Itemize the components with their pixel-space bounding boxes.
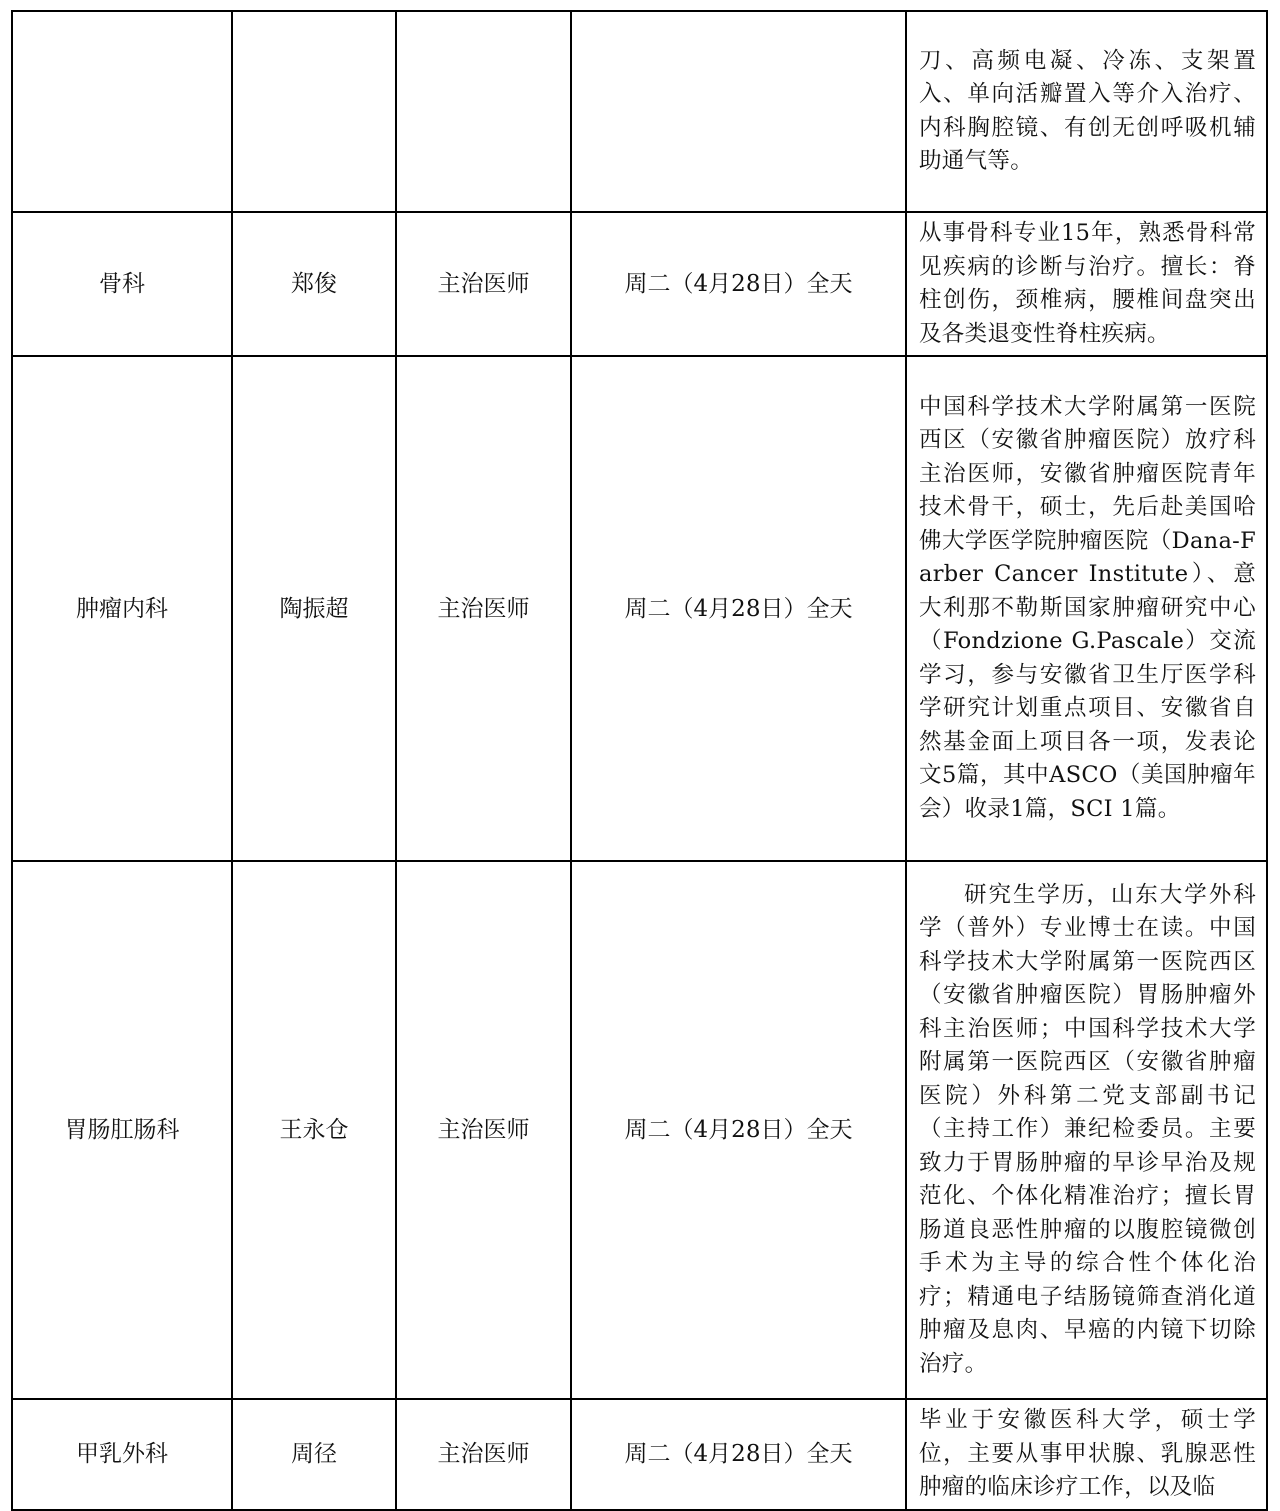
- schedule-sheet: [11, 10, 1268, 1511]
- clinic-time-cell: 周二（4月28日）全天: [571, 1399, 906, 1510]
- table-row: [12, 861, 1267, 1399]
- clinic-time-cell: 周二（4月28日）全天: [571, 861, 906, 1399]
- department-cell: 甲乳外科: [12, 1399, 232, 1510]
- doctor-title-cell: 主治医师: [396, 212, 571, 356]
- table-row: [12, 1399, 1267, 1510]
- doctor-name-cell: 王永仓: [232, 861, 396, 1399]
- table-row: [12, 11, 1267, 212]
- doctor-intro-cell: 刀、高频电凝、冷冻、支架置入、单向活瓣置入等介入治疗、内科胸腔镜、有创无创呼吸机辅助通气等。: [906, 11, 1267, 212]
- department-cell: 骨科: [12, 212, 232, 356]
- doctor-intro-cell: 毕业于安徽医科大学，硕士学位，主要从事甲状腺、乳腺恶性肿瘤的临床诊疗工作，以及临: [906, 1399, 1267, 1510]
- department-cell: 肿瘤内科: [12, 356, 232, 861]
- doctor-name-cell: 周径: [232, 1399, 396, 1510]
- doctor-title-cell: [396, 11, 571, 212]
- table-row: [12, 356, 1267, 861]
- clinic-time-cell: [571, 11, 906, 212]
- doctor-title-cell: 主治医师: [396, 356, 571, 861]
- doctor-name-cell: 陶振超: [232, 356, 396, 861]
- doctor-intro-text: 研究生学历，山东大学外科学（普外）专业博士在读。中国科学技术大学附属第一医院西区（安徽省肿瘤医院）胃肠肿瘤外科主治医师；中国科学技术大学附属第一医院西区（安徽省肿瘤医院）外科第二党支部副书记（主持工作）兼纪检委员。主要致力于胃肠肿瘤的早诊早治及规范化、个体化精准治疗；擅长胃肠道良恶性肿瘤的以腹腔镜微创手术为主导的综合性个体化治疗；精通电子结肠镜筛查消化道肿瘤及息肉、早癌的内镜下切除治疗。: [919, 881, 1256, 1377]
- department-cell: [12, 11, 232, 212]
- doctor-intro-cell: [906, 861, 1267, 1399]
- clinic-time-cell: 周二（4月28日）全天: [571, 212, 906, 356]
- doctor-title-cell: 主治医师: [396, 861, 571, 1399]
- doctor-name-cell: [232, 11, 396, 212]
- doctor-schedule-table: [11, 10, 1268, 1511]
- doctor-intro-cell: 从事骨科专业15年，熟悉骨科常见疾病的诊断与治疗。擅长：脊柱创伤，颈椎病，腰椎间盘突出及各类退变性脊柱疾病。: [906, 212, 1267, 356]
- department-cell: 胃肠肛肠科: [12, 861, 232, 1399]
- doctor-name-cell: 郑俊: [232, 212, 396, 356]
- doctor-intro-cell: 中国科学技术大学附属第一医院西区（安徽省肿瘤医院）放疗科主治医师，安徽省肿瘤医院青年技术骨干，硕士，先后赴美国哈佛大学医学院肿瘤医院（Dana-Farber Cancer Institute）、意大利那不勒斯国家肿瘤研究中心（Fondzione G.Pascale）交流学习，参与安徽省卫生厅医学科学研究计划重点项目、安徽省自然基金面上项目各一项，发表论文5篇，其中ASCO（美国肿瘤年会）收录1篇，SCI 1篇。: [906, 356, 1267, 861]
- table-row: [12, 212, 1267, 356]
- clinic-time-cell: 周二（4月28日）全天: [571, 356, 906, 861]
- doctor-title-cell: 主治医师: [396, 1399, 571, 1510]
